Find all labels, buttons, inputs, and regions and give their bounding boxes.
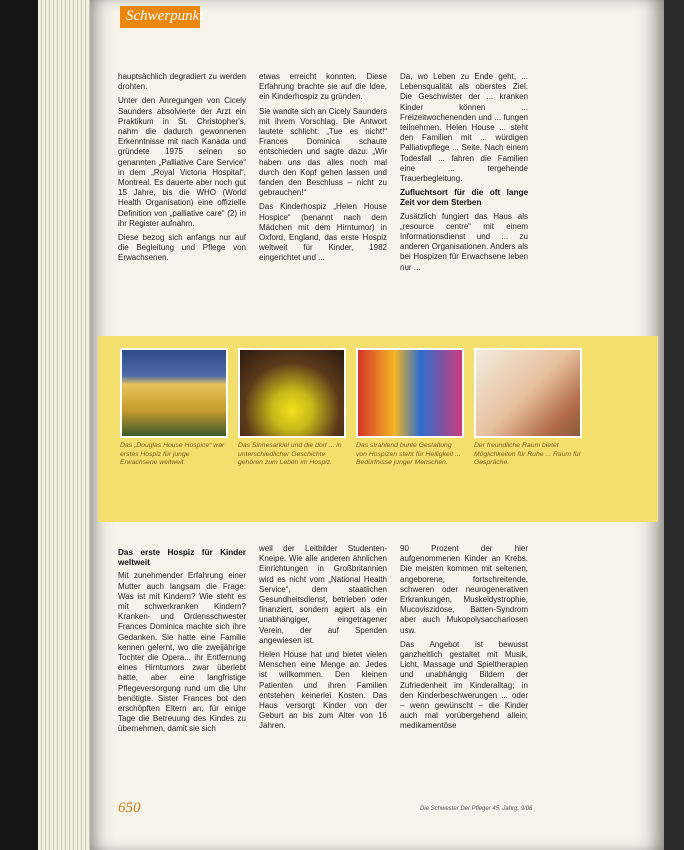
lower-column-2 bbox=[259, 544, 387, 736]
paragraph: 90 Prozent der hier aufgenommenen Kinder an Krebs. Die meisten kommen mit seltenen, angeborene, fortschreitende, schweren oder neurogenerativen Erkrankungen, Muskeldystrophie, Mucoviszidose, Batten-Syndrom aber auch Mukopolysacchariosen usw. bbox=[400, 544, 528, 635]
paragraph: Zusätzlich fungiert das Haus als „resource centre“ mit einem Informationsdienst und ... zu anderen Organisationen. Anders als bei Hospizen für Erwachsene leben nur ... bbox=[400, 211, 528, 272]
subheading: Das erste Hospiz für Kinder weltweit bbox=[118, 548, 246, 568]
page-number: 650 bbox=[118, 800, 141, 816]
photo-caption: Der freundliche Raum bietet Möglichkeiten für Ruhe ... Raum für Gespräche. bbox=[474, 442, 581, 466]
column-1 bbox=[118, 72, 246, 268]
photo-caption: Das strahlend bunte Gestaltung von Hospizen steht für Helligkeit ... Bedürfnisse junger Menschen. bbox=[356, 442, 461, 466]
paragraph: Helen House hat und bietet vielen Menschen eine Menge an. Jedes ist willkommen. Den kleinen Patienten und ihren Familien entstehen keinerlei Kosten. Das Haus versorgt Kinder von der Geburt an bis zum Alter von 16 Jahren. bbox=[259, 650, 387, 731]
paragraph: hauptsächlich degradiert zu werden drohten. bbox=[118, 72, 246, 92]
paragraph: Das Kinderhospiz „Helen House Hospice“ (benannt nach dem Mädchen mit dem Hirntumor) in Oxford, England, das erste Hospiz weltweit für Kinder, 1982 eingerichtet und ... bbox=[259, 202, 387, 263]
lower-column-3 bbox=[400, 544, 528, 736]
paragraph: etwas erreicht konnten. Diese Erfahrung brachte sie auf die Idee, ein Kinderhospiz zu gründen. bbox=[259, 72, 387, 102]
subheading: Zufluchtsort für die oft lange Zeit vor dem Sterben bbox=[400, 188, 528, 208]
paragraph: Diese bezog sich anfangs nur auf die Begleitung und Pflege von Erwachsenen. bbox=[118, 233, 246, 263]
paragraph: Das Angebot ist bewusst ganzheitlich gestaltet mit Musik, Licht, Massage und Spieltherapien und unabhängig Bildern der Zufriedenheit im Kinderalltag; in den Kinderbeschwerungen ... oder – wenn gewünscht – die Kinder auch mal vorübergehend allein; medikamentöse bbox=[400, 639, 528, 731]
paragraph: Unter den Anregungen von Cicely Saunders absolvierte der Arzt ein Praktikum in St. Christopher's, nahm die dadurch gewonnenen Erkenntnisse mit nach Kanada und gründete 1975 seinen so genannten „Palliative Care Service“ in dem „Royal Victoria Hospital“, Montreal. Es dauerte aber noch gut 15 Jahre, bis die WHO (World Health Organisation) eine offizielle Definition von „palliative care“ (2) in ihr Register aufnahm. bbox=[118, 96, 246, 228]
photo-caption: Das Sinnesarkiel und die dort ... in unterschiedlicher Geschichte gehören zum Leben im Hospiz. bbox=[238, 442, 342, 466]
photo-douglas-house bbox=[120, 348, 228, 438]
paragraph: Sie wandte sich an Cicely Saunders mit ihrem Vorschlag. Die Antwort lautete schlicht: „Tue es nicht!“ Frances Dominica schaute entschieden und sagte dazu: „Wir haben uns das alles noch mal durch den Kopf gehen lassen und fanden den Beschluss – nicht zu gebrauchen!“ bbox=[259, 106, 387, 198]
lower-column-1 bbox=[118, 544, 246, 739]
page-stack bbox=[38, 0, 98, 850]
paragraph: Mit zunehmender Erfahrung einer Mutter auch langsam die Frage: Was ist mit Kindern? Wie steht es mit schwerkranken Kindern? Kranken- und Ordensschwester Frances Dominica machte sich ihre Gedanken. Sie hatte eine Familie kennen gelernt, wo die zweijährige Tochter die Opera... ihr Entfernung eines Hirntumors zwar überlebt hatte, aber eine langfristige Pflegeversorgung rund um die Uhr benötigte. Sister Frances bot den erschöpften Eltern an, für einige Tage die Betreuung des Kindes zu übernehmen, damit sie sich bbox=[118, 571, 246, 734]
book-edge bbox=[0, 0, 40, 850]
paragraph: weil der Leitbilder Studenten-Kneipe. Wie alle anderen ähnlichen Einrichtungen in Großbritannien wird es nicht vom „National Health Service“, dem staatlichen Gesundheitsdienst, betrieben oder finanziert, sondern agiert als ein unabhängiger, eingetragener Verein, der auf Spenden angewiesen ist. bbox=[259, 544, 387, 645]
photo-caption: Das „Douglas House Hospice“ war erstes Hospiz für junge Erwachsene weltweit. bbox=[120, 442, 225, 466]
photo-lounge bbox=[474, 348, 582, 438]
photo-sensory-room bbox=[238, 348, 346, 438]
column-3 bbox=[400, 72, 528, 277]
journal-footer: Die Schwester Der Pfleger 45. Jahrg. 9/06 bbox=[420, 806, 533, 812]
paragraph: Da, wo Leben zu Ende geht, ... Lebensqualität als oberstes Ziel. Die Geschwister der ... kranken Kinder können ... Freizeitwochenenden und ... fungen teilnehmen. Helen House ... steht den Familien mit ... würdigen Palliativpflege ... Seite. Nach einem Todesfall ... fahren die Familien eine ... tergehende Trauerbegleitung. bbox=[400, 72, 528, 184]
photo-colorful-interior bbox=[356, 348, 464, 438]
section-title: Schwerpunkt bbox=[126, 8, 204, 24]
right-shadow bbox=[664, 0, 684, 850]
column-2 bbox=[259, 72, 387, 268]
